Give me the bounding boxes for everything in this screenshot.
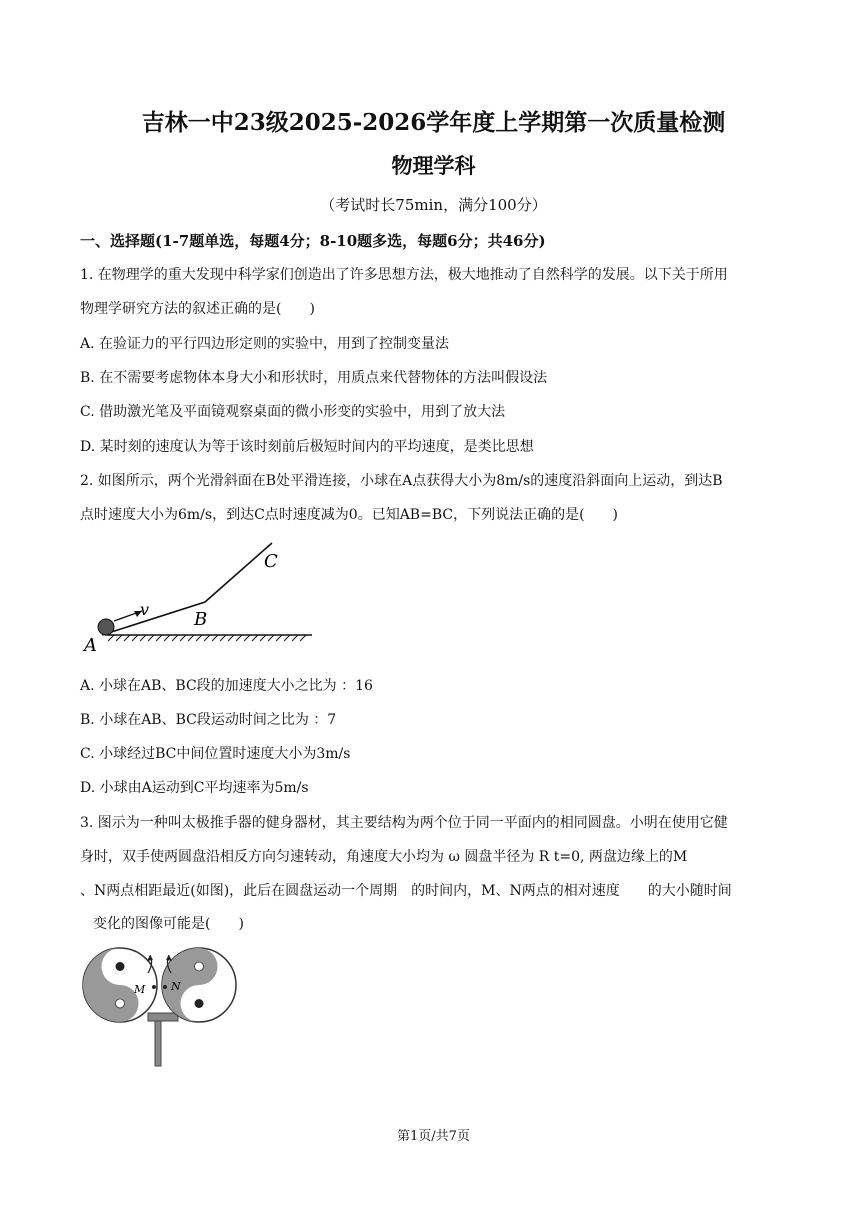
label-c: C <box>264 551 278 572</box>
exam-info: （考试时长75min，满分100分） <box>320 196 547 214</box>
page-title: 吉林一中23级2025-2026学年度上学期第一次质量检测 <box>141 109 726 136</box>
q2-option-d: D. 小球由A运动到C平均速率为5m/s <box>80 780 309 796</box>
ground-hatch <box>108 635 306 641</box>
incline-surface <box>102 543 272 635</box>
section-heading: 一、选择题(1-7题单选，每题4分；8-10题多选，每题6分；共46分) <box>80 232 546 250</box>
q2-option-c: C. 小球经过BC中间位置时速度大小为3m/s <box>80 746 351 762</box>
q2-option-a: A. 小球在AB、BC段的加速度大小之比为 ：16 <box>80 678 373 694</box>
taiji-pusher-figure <box>78 945 243 1070</box>
q1-stem-line1: 1. 在物理学的重大发现中科学家们创造出了许多思想方法，极大地推动了自然科学的发展。以下关于所用 <box>80 267 728 283</box>
q2-stem-line2: 点时速度大小为6m/s，到达C点时速度减为0。已知AB=BC，下列说法正确的是( ) <box>80 507 619 523</box>
page-footer: 第1页/共7页 <box>397 1129 470 1144</box>
stand-crossbar <box>148 1013 178 1021</box>
q3-stem-line2: 身时，双手使两圆盘沿相反方向匀速转动，角速度大小均为 ω 圆盘半径为 R t=0, 两盘边缘上的M <box>80 849 688 865</box>
q1-option-d: D. 某时刻的速度认为等于该时刻前后极短时间内的平均速度，是类比思想 <box>80 439 534 455</box>
point-m <box>152 985 156 989</box>
stand-post <box>155 1021 161 1066</box>
ball <box>98 619 114 635</box>
q2-incline-figure <box>80 535 330 660</box>
q1-stem-line2: 物理学研究方法的叙述正确的是( ) <box>80 301 315 317</box>
left-disc <box>83 948 157 1022</box>
q3-stem-line3: 、N两点相距最近(如图)，此后在圆盘运动一个周期 的时间内，M、N两点的相对速度 的大小随时间 <box>80 883 732 899</box>
q2-option-b: B. 小球在AB、BC段运动时间之比为 ：7 <box>80 712 337 728</box>
label-a: A <box>84 635 97 656</box>
q1-option-b: B. 在不需要考虑物体本身大小和形状时，用质点来代替物体的方法叫假设法 <box>80 370 548 386</box>
point-n <box>163 985 167 989</box>
q2-stem-line1: 2. 如图所示，两个光滑斜面在B处平滑连接，小球在A点获得大小为8m/s的速度沿斜面向上运动，到达B <box>80 473 723 489</box>
q1-option-c: C. 借助激光笔及平面镜观察桌面的微小形变的实验中，用到了放大法 <box>80 404 506 420</box>
q3-stem-line1: 3. 图示为一种叫太极推手器的健身器材，其主要结构为两个位于同一平面内的相同圆盘。小明在使用它健 <box>80 815 728 831</box>
label-n: N <box>171 980 181 993</box>
q1-option-a: A. 在验证力的平行四边形定则的实验中，用到了控制变量法 <box>80 336 450 352</box>
label-v: v <box>140 600 150 619</box>
label-b: B <box>194 609 208 630</box>
subject-title: 物理学科 <box>391 153 476 178</box>
q3-stem-line4: 变化的图像可能是( ) <box>93 916 244 932</box>
label-m: M <box>134 983 146 996</box>
